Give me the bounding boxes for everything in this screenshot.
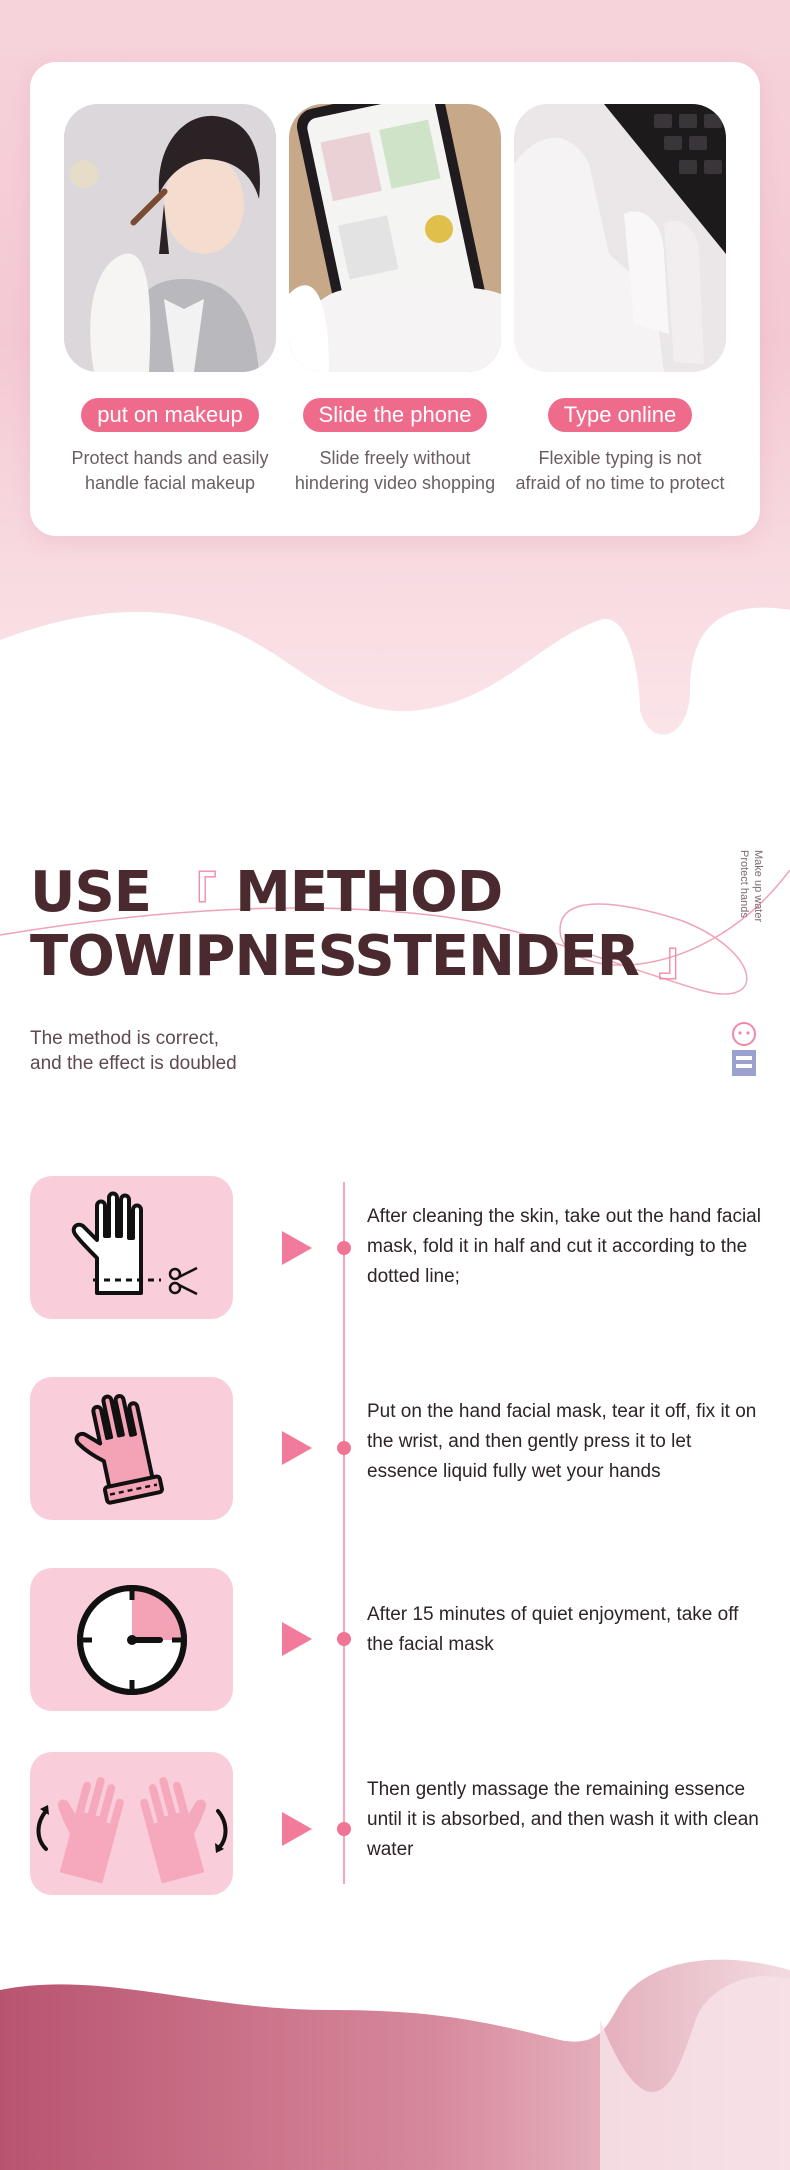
subtitle-line2: and the effect is doubled [30, 1053, 237, 1074]
top-wave-divider [0, 560, 790, 780]
step-3-icon-box [30, 1568, 233, 1711]
glove-cut-icon [57, 1188, 207, 1308]
timeline-dot [337, 1241, 351, 1255]
step-arrow [282, 1812, 312, 1846]
title-line-two: TOWIPNESSTENDER [30, 924, 639, 989]
hands-massage-icon [32, 1759, 232, 1889]
step-arrow [282, 1431, 312, 1465]
step-4-icon-box [30, 1752, 233, 1895]
timeline-dot [337, 1441, 351, 1455]
features-card [30, 62, 760, 536]
step-arrow [282, 1231, 312, 1265]
bracket-close: 』 [657, 931, 705, 987]
step-1-icon-box [30, 1176, 233, 1319]
steps-timeline [343, 1182, 345, 1884]
step-1-text: After cleaning the skin, take out the hand facial mask, fold it in half and cut it according to the dotted line; [367, 1206, 761, 1287]
feature-description: Flexible typing is not afraid of no time to protect [515, 448, 725, 493]
glove-wear-icon [57, 1389, 207, 1509]
feature-description: Slide freely without hindering video shopping [294, 448, 496, 493]
makeup-brush-photo [64, 104, 276, 372]
timeline-dot [337, 1822, 351, 1836]
title-word-use: USE [30, 860, 152, 925]
step-2-text: Put on the hand facial mask, tear it off, fix it on the wrist, and then gently press it to let essence liquid fully wet your hands [367, 1401, 757, 1482]
title-word-method: METHOD [235, 860, 503, 925]
side-vertical-text [725, 850, 765, 970]
bottom-wave-footer [0, 1950, 790, 2170]
cat-badge-icon [724, 1020, 764, 1082]
side-text-line2: Protect hands [738, 850, 750, 918]
step-arrow [282, 1622, 312, 1656]
step-2-icon-box [30, 1377, 233, 1520]
step-3-text: After 15 minutes of quiet enjoyment, take off the facial mask [367, 1604, 739, 1655]
timeline-dot [337, 1632, 351, 1646]
subtitle-line1: The method is correct, [30, 1028, 220, 1049]
step-4-text: Then gently massage the remaining essence until it is absorbed, and then wash it with clean water [367, 1779, 759, 1860]
page-title [30, 862, 704, 990]
feature-phone [289, 104, 501, 496]
feature-label: Type online [548, 398, 693, 432]
feature-label: Slide the phone [303, 398, 488, 432]
feature-makeup [64, 104, 276, 496]
bracket-open: 『 [169, 867, 217, 923]
feature-typing [514, 104, 726, 496]
phone-shopping-photo [289, 104, 501, 372]
method-subtitle [30, 1026, 237, 1076]
clock-icon [72, 1580, 192, 1700]
feature-label: put on makeup [81, 398, 259, 432]
side-text-line1: Make up water [752, 850, 764, 923]
feature-description: Protect hands and easily handle facial makeup [71, 448, 269, 493]
keyboard-typing-photo [514, 104, 726, 372]
